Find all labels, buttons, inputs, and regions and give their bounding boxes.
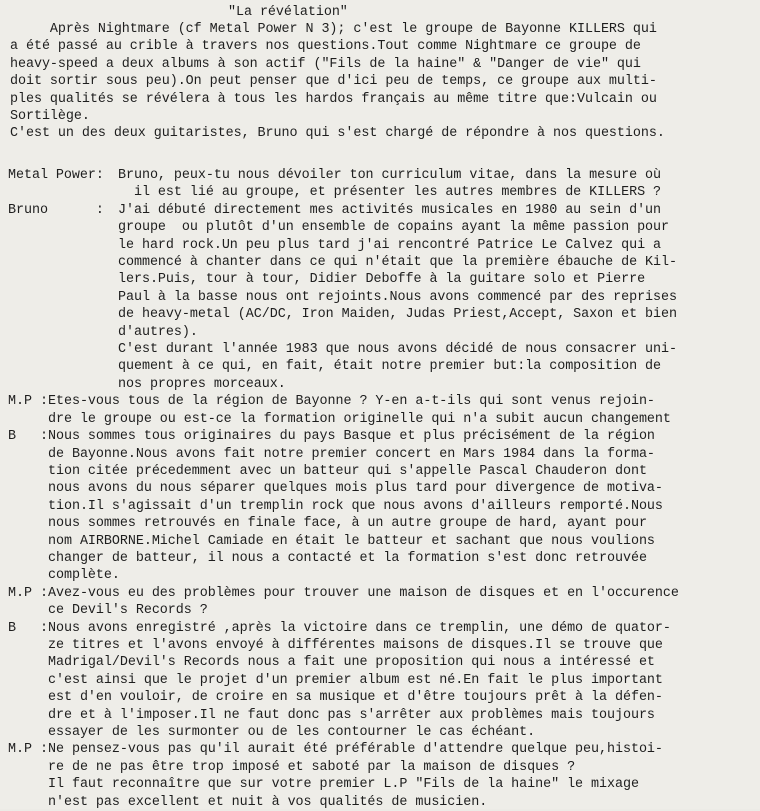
text-line: dre le groupe ou est-ce la formation originelle qui n'a subit aucun changement (48, 411, 671, 427)
text-line: de heavy-metal (AC/DC, Iron Maiden, Judas Priest,Accept, Saxon et bien (118, 307, 677, 323)
intro-line: ples qualités se révélera à tous les hardos français au même titre que:Vulcain ou (10, 91, 657, 107)
intro-line: a été passé au crible à travers nos questions.Tout comme Nightmare ce groupe de (10, 39, 641, 55)
text-line: tion citée précedemment avec un batteur qui s'appelle Pascal Chauderon dont (48, 463, 647, 479)
text-line: nous sommes retrouvés en finale face, à un autre groupe de hard, ayant pour (48, 516, 647, 532)
text-line: nous avons du nous séparer quelques mois plus tard pour divergence de motiva- (48, 481, 663, 497)
speaker-label: M.P : (8, 742, 48, 758)
text-line: lers.Puis, tour à tour, Didier Deboffe à la guitare solo et Pierre (118, 272, 646, 288)
intro-line: doit sortir sous peu).On peut penser que d'ici peu de temps, ce groupe aux multi- (10, 74, 657, 90)
text-line: Nous sommes tous originaires du pays Basque et plus précisément de la région (48, 429, 655, 445)
text-line: le hard rock.Un peu plus tard j'ai rencontré Patrice Le Calvez qui a (118, 237, 662, 253)
text-line: Il faut reconnaître que sur votre premier L.P "Fils de la haine" le mixage (48, 777, 639, 793)
entry-text (48, 393, 758, 428)
intro-line: C'est un des deux guitaristes, Bruno qui s'est chargé de répondre à nos questions. (10, 126, 665, 142)
entry-text (118, 202, 758, 393)
text-line: Madrigal/Devil's Records nous a fait une proposition qui nous a intéressé et (48, 655, 655, 671)
text-line: complète. (48, 568, 120, 584)
text-line: d'autres). (118, 324, 198, 340)
speaker-label: Bruno : (8, 202, 104, 218)
entry-text (118, 167, 758, 202)
interview-answer (8, 202, 758, 393)
text-line: Bruno, peux-tu nous dévoiler ton curriculum vitae, dans la mesure où (118, 168, 662, 183)
entry-text (48, 620, 758, 742)
text-line: Etes-vous tous de la région de Bayonne ? Y-en a-t-ils qui sont venus rejoin- (48, 394, 655, 410)
text-line: c'est ainsi que le projet d'un premier album est né.En fait le plus important (48, 672, 663, 688)
interview-answer (8, 620, 758, 742)
text-line: dre et à l'imposer.Il ne faut donc pas s'arrêter aux problèmes mais toujours (48, 707, 655, 723)
speaker-label: B : (8, 620, 48, 636)
intro-line: Sortilège. (10, 109, 90, 125)
entry-text (48, 741, 758, 811)
interview-question (8, 393, 758, 428)
text-line: il est lié au groupe, et présenter les autres membres de KILLERS ? (118, 185, 662, 201)
text-line: n'est pas excellent et nuit à vos qualités de musicien. (48, 794, 488, 810)
text-line: Ne pensez-vous pas qu'il aurait été préférable d'attendre quelque peu,histoi- (48, 742, 663, 758)
speaker-label: Metal Power: (8, 168, 104, 183)
text-line: groupe ou plutôt d'un ensemble de copains ayant la même passion pour (118, 220, 670, 236)
entry-text (48, 428, 758, 585)
speaker-label: M.P : (8, 585, 48, 601)
text-line: re de ne pas être trop imposé et saboté par la maison de disques ? (48, 759, 576, 775)
entry-text (48, 585, 758, 620)
text-line: J'ai débuté directement mes activités musicales en 1980 au sein d'un (118, 202, 662, 218)
text-line: essayer de les surmonter ou de les contourner le cas échéant. (48, 725, 536, 740)
text-line: changer de batteur, il nous a contacté et la formation s'est donc retrouvée (48, 550, 647, 566)
article-title: "La révélation" (228, 5, 348, 20)
text-line: Avez-vous eu des problèmes pour trouver une maison de disques et en l'occurence (48, 585, 679, 601)
interview-answer (8, 428, 758, 585)
intro-line: Après Nightmare (cf Metal Power N 3); c'est le groupe de Bayonne KILLERS qui (10, 22, 657, 37)
text-line: ce Devil's Records ? (48, 603, 208, 619)
text-line: C'est durant l'année 1983 que nous avons décidé de nous consacrer uni- (118, 342, 677, 358)
text-line: Paul à la basse nous ont rejoints.Nous avons commencé par des reprises (118, 289, 677, 305)
text-line: Nous avons enregistré ,après la victoire dans ce tremplin, une démo de quator- (48, 620, 671, 636)
interview-question (8, 585, 758, 620)
interview (8, 167, 758, 811)
speaker-label: M.P : (8, 394, 48, 410)
speaker-label: B : (8, 429, 48, 445)
text-line: ze titres et l'avons envoyé à différentes maisons de disques.Il se trouve que (48, 637, 663, 653)
intro-line: heavy-speed a deux albums à son actif ("Fils de la haine" & "Danger de vie" qui (10, 56, 641, 72)
interview-question (8, 741, 758, 811)
text-line: tion.Il s'agissait d'un tremplin rock que nous avons d'ailleurs remporté.Nous (48, 498, 663, 514)
text-line: quement à ce qui, en fait, était notre premier but:la composition de (118, 359, 662, 375)
text-line: nos propres morceaux. (118, 376, 286, 392)
text-line: commencé à chanter dans ce qui n'était que la première ébauche de Kil- (118, 255, 677, 271)
intro-paragraph (10, 21, 755, 143)
text-line: nom AIRBORNE.Michel Camiade en était le batteur et sachant que nous voulions (48, 533, 655, 549)
interview-question (8, 167, 758, 202)
text-line: est d'en vouloir, de croire en sa musique et d'être toujours prêt à la défen- (48, 690, 663, 706)
text-line: de Bayonne.Nous avons fait notre premier concert en Mars 1984 dans la forma- (48, 446, 655, 462)
